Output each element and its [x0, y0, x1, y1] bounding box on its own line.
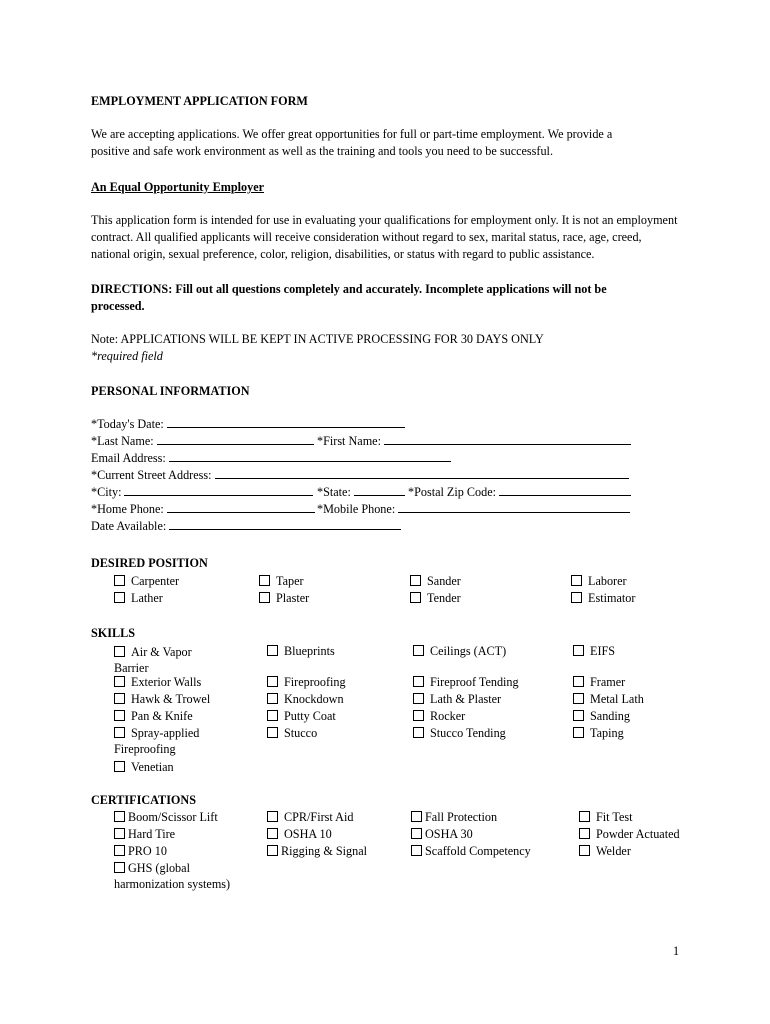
checkbox[interactable] — [411, 845, 422, 856]
option-label: Scaffold Competency — [425, 844, 531, 858]
checkbox[interactable] — [114, 676, 125, 687]
checkbox[interactable] — [114, 845, 125, 856]
city-line[interactable] — [124, 484, 313, 496]
cert-option[interactable] — [579, 810, 633, 825]
option-label: OSHA 10 — [284, 827, 332, 841]
checkbox[interactable] — [573, 676, 584, 687]
option-label: Framer — [590, 675, 626, 689]
directions: DIRECTIONS: Fill out all questions completely and accurately. Incomplete applications will not be processed. — [91, 282, 607, 313]
checkbox[interactable] — [267, 811, 278, 822]
option-label: Sander — [427, 574, 461, 588]
cert-option[interactable] — [114, 860, 232, 892]
option-label: Metal Lath — [590, 692, 644, 706]
home-phone-label: *Home Phone: — [91, 502, 164, 516]
cert-option[interactable] — [267, 844, 367, 859]
position-option[interactable] — [259, 591, 309, 606]
option-label: Tender — [427, 591, 461, 605]
option-label: Ceilings (ACT) — [430, 644, 507, 658]
option-label: Fireproof Tending — [430, 675, 519, 689]
cert-option[interactable] — [411, 844, 531, 859]
checkbox[interactable] — [573, 645, 584, 656]
option-label: Estimator — [588, 591, 636, 605]
last-name-field[interactable] — [91, 433, 314, 450]
checkbox[interactable] — [571, 592, 582, 603]
option-label: Fireproofing — [284, 675, 346, 689]
checkbox[interactable] — [267, 676, 278, 687]
skill-option[interactable] — [114, 675, 201, 690]
skill-option[interactable] — [573, 692, 644, 707]
option-label: Hard Tire — [128, 827, 176, 841]
checkbox[interactable] — [413, 710, 424, 721]
option-label: Spray-applied Fireproofing — [114, 726, 200, 756]
eeo-paragraph: This application form is intended for use in evaluating your qualifications for employment only. It is not an employment contract. All qualified applicants will receive consideration without regard to sex, marital status, race, age, creed, national origin, sexual preference, color, religion, disabilities, or status with regard to public assistance. — [91, 213, 678, 261]
skill-option[interactable] — [413, 644, 506, 659]
position-option[interactable] — [410, 574, 461, 589]
intro-paragraph: We are accepting applications. We offer great opportunities for full or part-time employment. We provide a positive and safe work environment as well as the training and tools you need to be successful. — [91, 127, 613, 158]
form-title: EMPLOYMENT APPLICATION FORM — [91, 94, 308, 108]
date-available-line[interactable] — [169, 518, 401, 530]
option-label: PRO 10 — [128, 844, 167, 858]
option-label: Plaster — [276, 591, 310, 605]
skill-option[interactable] — [114, 725, 224, 757]
option-label: EIFS — [590, 644, 616, 658]
page-number: 1 — [673, 944, 680, 958]
option-label: GHS (global harmonization systems) — [114, 861, 231, 891]
option-label: Pan & Knife — [131, 709, 193, 723]
checkbox[interactable] — [114, 693, 125, 704]
skill-option[interactable] — [267, 675, 346, 690]
checkbox[interactable] — [114, 862, 125, 873]
eeo-heading: An Equal Opportunity Employer — [91, 180, 265, 194]
skill-option[interactable] — [114, 709, 193, 724]
checkbox[interactable] — [259, 575, 270, 586]
first-name-field[interactable] — [317, 433, 631, 450]
checkbox[interactable] — [114, 575, 125, 586]
zip-label: *Postal Zip Code: — [408, 485, 497, 499]
zip-field[interactable] — [408, 484, 631, 501]
mobile-phone-label: *Mobile Phone: — [317, 502, 396, 516]
option-label: Air & Vapor Barrier — [114, 645, 192, 675]
option-label: Taping — [590, 726, 624, 740]
checkbox[interactable] — [579, 828, 590, 839]
desired-position-heading: DESIRED POSITION — [91, 556, 208, 570]
checkbox[interactable] — [413, 645, 424, 656]
option-label: Fit Test — [596, 810, 633, 824]
checkbox[interactable] — [267, 710, 278, 721]
todays-date-label: *Today's Date: — [91, 417, 164, 431]
option-label: Exterior Walls — [131, 675, 202, 689]
todays-date-field[interactable] — [91, 416, 405, 433]
last-name-label: *Last Name: — [91, 434, 154, 448]
skill-option[interactable] — [267, 726, 317, 741]
last-name-line[interactable] — [157, 433, 314, 445]
home-phone-line[interactable] — [167, 501, 315, 513]
option-label: Hawk & Trowel — [131, 692, 211, 706]
street-line[interactable] — [215, 467, 629, 479]
checkbox[interactable] — [267, 645, 278, 656]
certifications-heading: CERTIFICATIONS — [91, 793, 196, 807]
checkbox[interactable] — [267, 845, 278, 856]
mobile-phone-line[interactable] — [398, 501, 630, 513]
skill-option[interactable] — [114, 760, 174, 775]
city-field[interactable] — [91, 484, 313, 501]
cert-option[interactable] — [411, 827, 473, 842]
email-field[interactable] — [91, 450, 451, 467]
checkbox[interactable] — [579, 811, 590, 822]
checkbox[interactable] — [267, 828, 278, 839]
position-option[interactable] — [571, 574, 627, 589]
skill-option[interactable] — [267, 709, 336, 724]
home-phone-field[interactable] — [91, 501, 315, 518]
checkbox[interactable] — [114, 727, 125, 738]
checkbox[interactable] — [579, 845, 590, 856]
option-label: Carpenter — [131, 574, 180, 588]
cert-option[interactable] — [114, 810, 218, 825]
checkbox[interactable] — [573, 727, 584, 738]
checkbox[interactable] — [114, 828, 125, 839]
option-label: Rocker — [430, 709, 466, 723]
option-label: Knockdown — [284, 692, 344, 706]
position-option[interactable] — [259, 574, 304, 589]
required-field-note: *required field — [91, 349, 163, 363]
checkbox[interactable] — [114, 646, 125, 657]
option-label: Lath & Plaster — [430, 692, 502, 706]
checkbox[interactable] — [114, 710, 125, 721]
option-label: Laborer — [588, 574, 627, 588]
checkbox[interactable] — [114, 761, 125, 772]
checkbox[interactable] — [410, 575, 421, 586]
option-label: Fall Protection — [425, 810, 498, 824]
option-label: Lather — [131, 591, 163, 605]
position-option[interactable] — [571, 591, 635, 606]
skill-option[interactable] — [114, 644, 224, 676]
option-label: Sanding — [590, 709, 630, 723]
state-line[interactable] — [354, 484, 405, 496]
state-label: *State: — [317, 485, 351, 499]
zip-line[interactable] — [499, 484, 631, 496]
city-label: *City: — [91, 485, 122, 499]
todays-date-line[interactable] — [167, 416, 405, 428]
checkbox[interactable] — [573, 710, 584, 721]
skill-option[interactable] — [114, 692, 210, 707]
checkbox[interactable] — [410, 592, 421, 603]
checkbox[interactable] — [267, 727, 278, 738]
checkbox[interactable] — [259, 592, 270, 603]
option-label: Boom/Scissor Lift — [128, 810, 218, 824]
checkbox[interactable] — [267, 693, 278, 704]
cert-option[interactable] — [579, 827, 680, 842]
state-field[interactable] — [317, 484, 405, 501]
cert-option[interactable] — [267, 810, 353, 825]
skill-option[interactable] — [573, 709, 630, 724]
option-label: OSHA 30 — [425, 827, 473, 841]
checkbox[interactable] — [413, 676, 424, 687]
option-label: Venetian — [131, 760, 174, 774]
skill-option[interactable] — [413, 709, 465, 724]
mobile-phone-field[interactable] — [317, 501, 630, 518]
personal-info-heading: PERSONAL INFORMATION — [91, 384, 250, 398]
checkbox[interactable] — [411, 811, 422, 822]
option-label: Powder Actuated — [596, 827, 680, 841]
cert-option[interactable] — [411, 810, 497, 825]
first-name-line[interactable] — [384, 433, 631, 445]
street-field[interactable] — [91, 467, 629, 484]
option-label: CPR/First Aid — [284, 810, 354, 824]
checkbox[interactable] — [571, 575, 582, 586]
checkbox[interactable] — [573, 693, 584, 704]
skill-option[interactable] — [573, 644, 615, 659]
skill-option[interactable] — [413, 675, 519, 690]
skill-option[interactable] — [573, 726, 624, 741]
email-line[interactable] — [169, 450, 451, 462]
option-label: Taper — [276, 574, 304, 588]
date-available-field[interactable] — [91, 518, 401, 535]
retention-note: Note: APPLICATIONS WILL BE KEPT IN ACTIVE PROCESSING FOR 30 DAYS ONLY — [91, 332, 544, 346]
position-option[interactable] — [410, 591, 461, 606]
skill-option[interactable] — [267, 644, 335, 659]
position-option[interactable] — [114, 591, 163, 606]
cert-option[interactable] — [267, 827, 332, 842]
checkbox[interactable] — [411, 828, 422, 839]
cert-option[interactable] — [114, 827, 175, 842]
skills-heading: SKILLS — [91, 626, 136, 640]
option-label: Blueprints — [284, 644, 335, 658]
street-label: *Current Street Address: — [91, 468, 212, 482]
option-label: Stucco — [284, 726, 318, 740]
option-label: Putty Coat — [284, 709, 336, 723]
option-label: Welder — [596, 844, 631, 858]
date-available-label: Date Available: — [91, 519, 167, 533]
skill-option[interactable] — [267, 692, 344, 707]
skill-option[interactable] — [413, 726, 506, 741]
checkbox[interactable] — [114, 811, 125, 822]
skill-option[interactable] — [573, 675, 625, 690]
email-label: Email Address: — [91, 451, 166, 465]
checkbox[interactable] — [114, 592, 125, 603]
checkbox[interactable] — [413, 727, 424, 738]
checkbox[interactable] — [413, 693, 424, 704]
cert-option[interactable] — [579, 844, 631, 859]
first-name-label: *First Name: — [317, 434, 381, 448]
position-option[interactable] — [114, 574, 179, 589]
option-label: Stucco Tending — [430, 726, 506, 740]
cert-option[interactable] — [114, 844, 167, 859]
option-label: Rigging & Signal — [281, 844, 367, 858]
skill-option[interactable] — [413, 692, 501, 707]
